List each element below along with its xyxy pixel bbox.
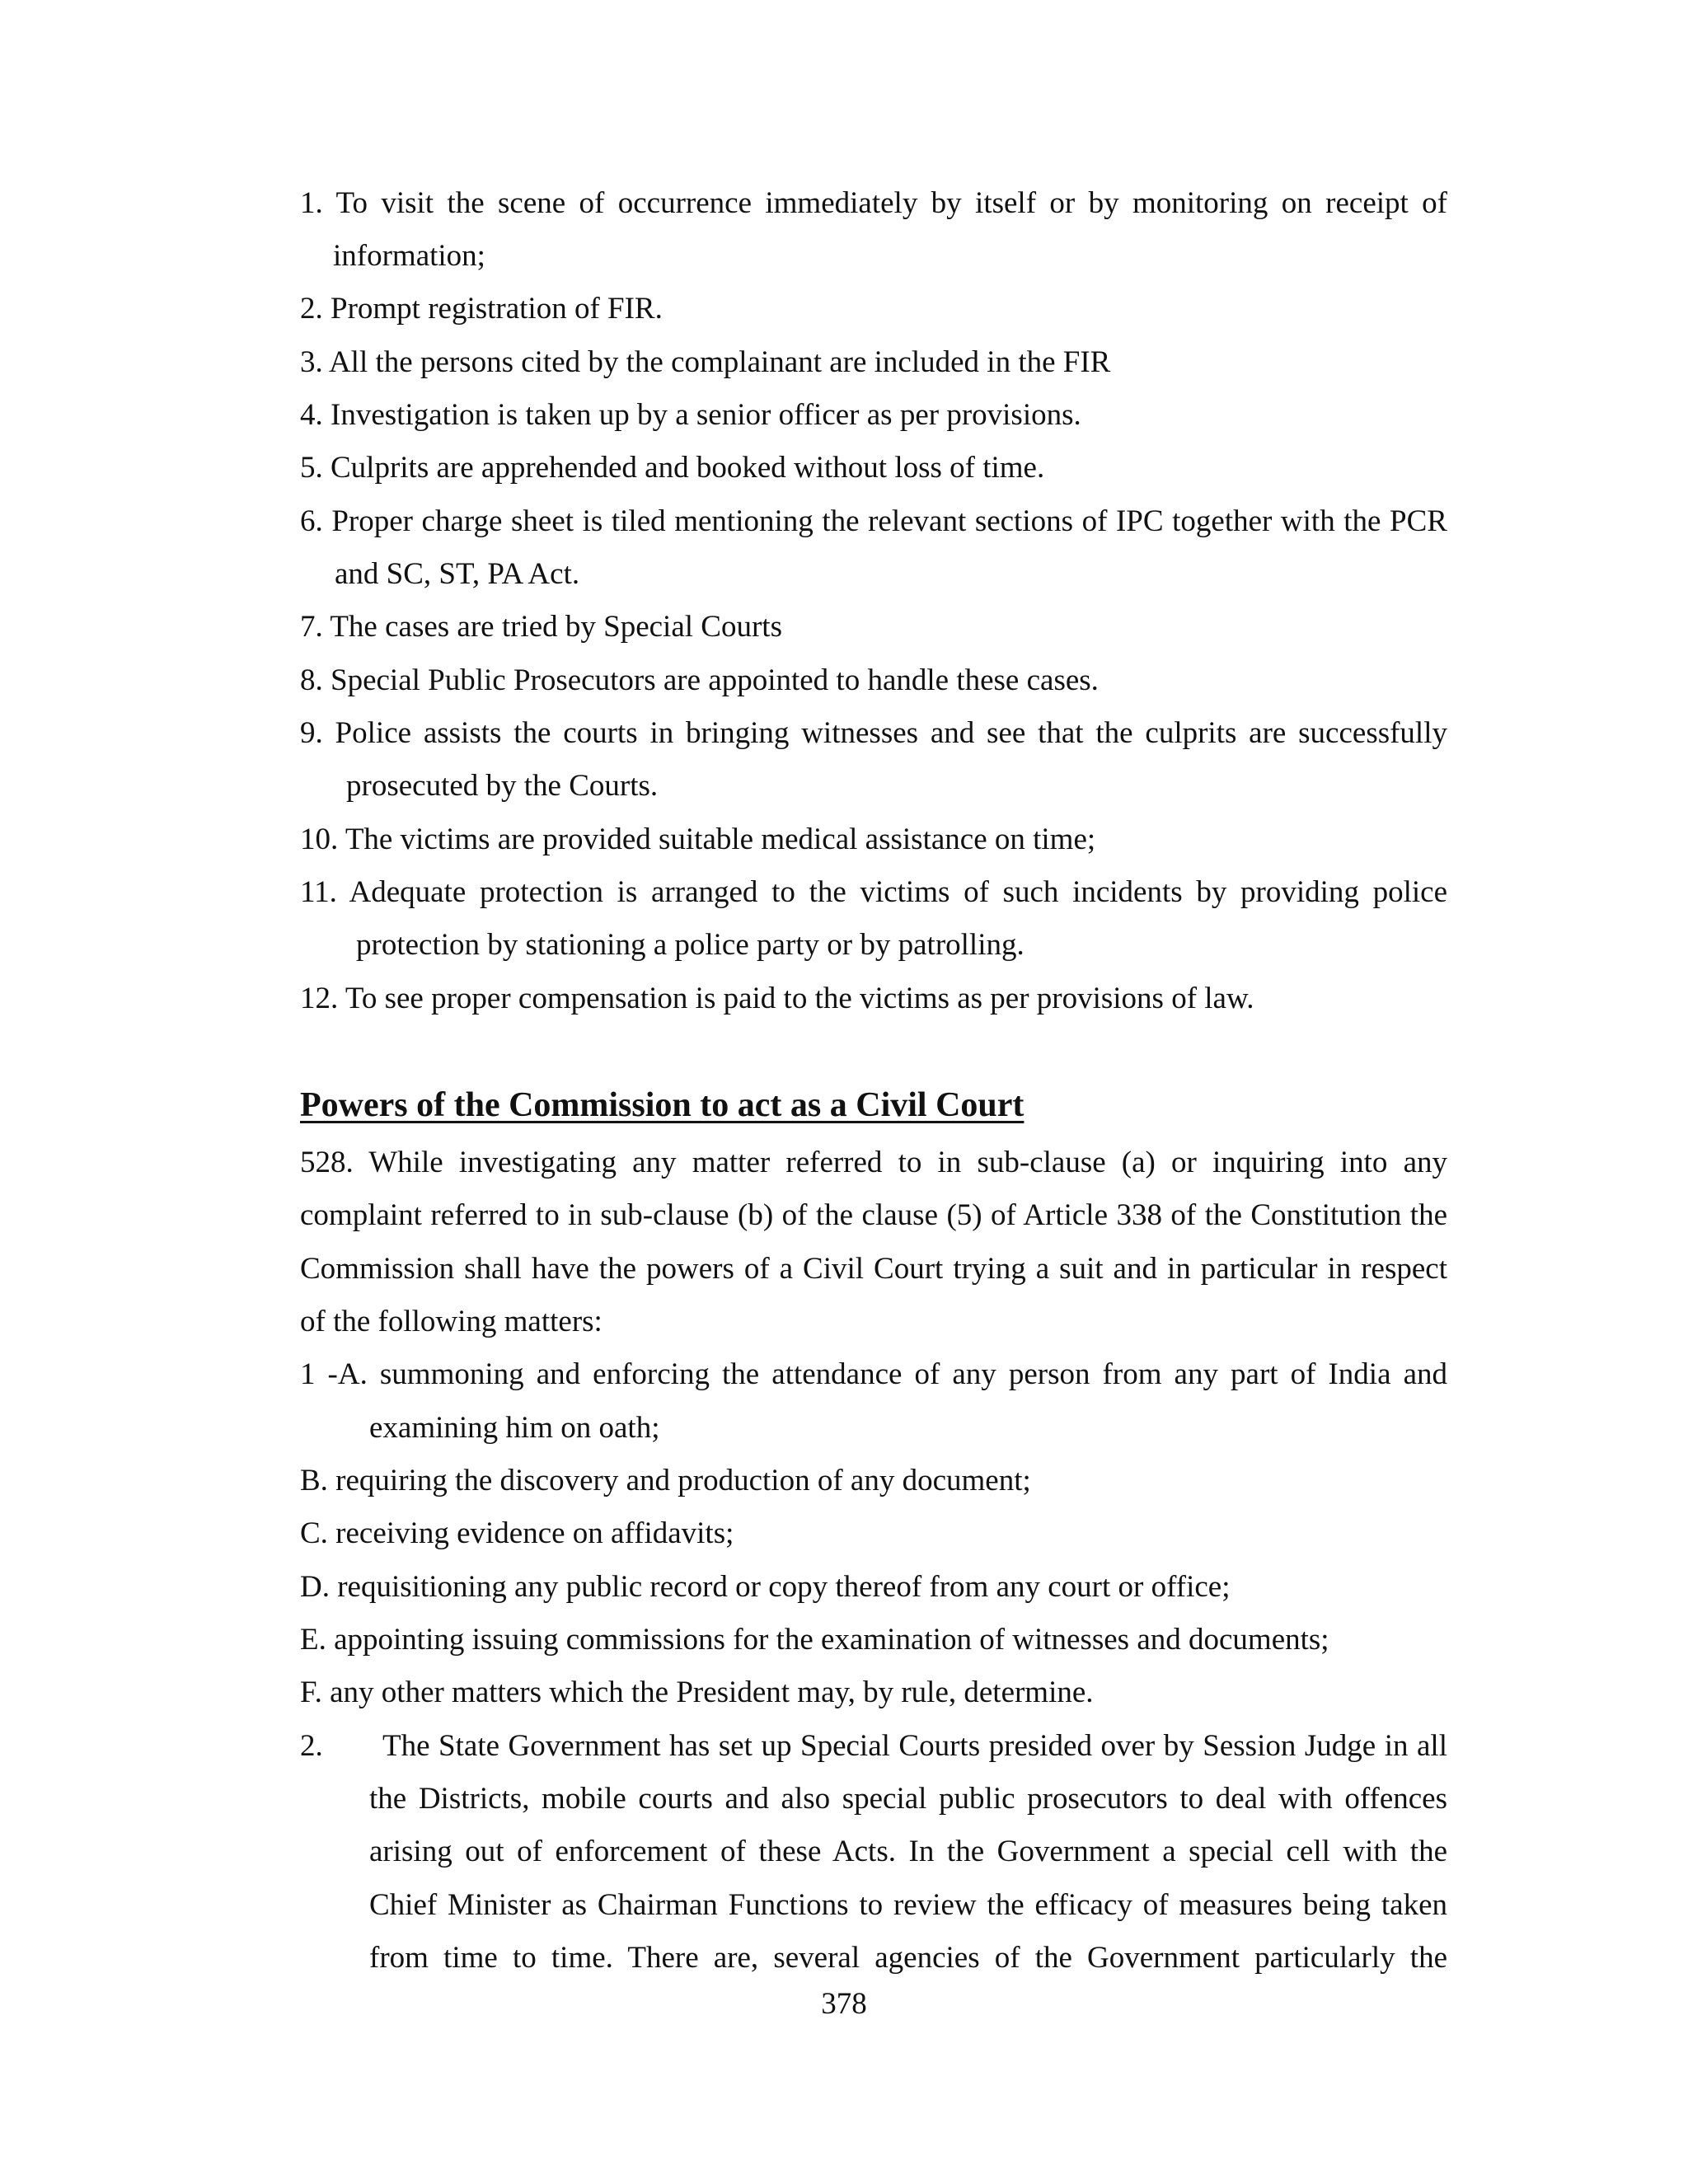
list-item-2: 2. Prompt registration of FIR. (300, 292, 663, 326)
para-528-line-1: 528. While investigating any matter referred to in sub-clause (a) or inquiring into any (300, 1146, 1447, 1179)
item-2-line-2: the Districts, mobile courts and also special public prosecutors to deal with offences (369, 1782, 1447, 1816)
list-item-7: 7. The cases are tried by Special Courts (300, 610, 782, 644)
list-item-11-line-2: protection by stationing a police party or by patrolling. (356, 928, 1025, 962)
sub-item-d: D. requisitioning any public record or copy thereof from any court or office; (300, 1570, 1231, 1604)
sub-item-e: E. appointing issuing commissions for the examination of witnesses and documents; (300, 1623, 1329, 1657)
page-number: 378 (821, 1987, 867, 2021)
para-528-line-4: of the following matters: (300, 1305, 603, 1338)
item-2-line-1: The State Government has set up Special Courts presided over by Session Judge in all (382, 1729, 1447, 1763)
sub-item-b: B. requiring the discovery and production of any document; (300, 1464, 1031, 1497)
list-item-1-line-1: 1. To visit the scene of occurrence immediately by itself or by monitoring on receipt of (300, 186, 1447, 220)
sub-item-a-line-2: examining him on oath; (369, 1411, 660, 1445)
para-528-line-3: Commission shall have the powers of a Civil Court trying a suit and in particular in respect (300, 1252, 1447, 1286)
list-item-6-line-1: 6. Proper charge sheet is tiled mentioning the relevant sections of IPC together with the PCR (300, 504, 1447, 538)
list-item-12: 12. To see proper compensation is paid to the victims as per provisions of law. (300, 982, 1254, 1015)
list-item-4: 4. Investigation is taken up by a senior officer as per provisions. (300, 398, 1081, 432)
item-2-line-4: Chief Minister as Chairman Functions to review the efficacy of measures being taken (369, 1888, 1447, 1922)
section-heading: Powers of the Commission to act as a Civil Court (300, 1086, 1025, 1124)
para-528-line-2: complaint referred to in sub-clause (b) of the clause (5) of Article 338 of the Constitution the (300, 1198, 1447, 1232)
list-item-8: 8. Special Public Prosecutors are appointed to handle these cases. (300, 663, 1099, 697)
sub-item-f: F. any other matters which the President may, by rule, determine. (300, 1675, 1094, 1709)
list-item-1-line-2: information; (333, 239, 485, 273)
list-item-10: 10. The victims are provided suitable medical assistance on time; (300, 823, 1096, 856)
list-item-9-line-1: 9. Police assists the courts in bringing witnesses and see that the culprits are successfully (300, 716, 1447, 750)
sub-item-a-line-1: 1 -A. summoning and enforcing the attendance of any person from any part of India and (300, 1357, 1447, 1391)
list-item-9-line-2: prosecuted by the Courts. (346, 769, 659, 803)
list-item-5: 5. Culprits are apprehended and booked without loss of time. (300, 451, 1045, 485)
item-2-line-3: arising out of enforcement of these Acts. In the Government a special cell with the (369, 1835, 1447, 1868)
list-item-6-line-2: and SC, ST, PA Act. (335, 557, 580, 591)
item-2-number: 2. (300, 1729, 323, 1763)
item-2-line-5: from time to time. There are, several agencies of the Government particularly the (369, 1941, 1447, 1975)
sub-item-c: C. receiving evidence on affidavits; (300, 1516, 734, 1550)
list-item-3: 3. All the persons cited by the complainant are included in the FIR (300, 345, 1111, 379)
list-item-11-line-1: 11. Adequate protection is arranged to the victims of such incidents by providing police (300, 875, 1447, 909)
